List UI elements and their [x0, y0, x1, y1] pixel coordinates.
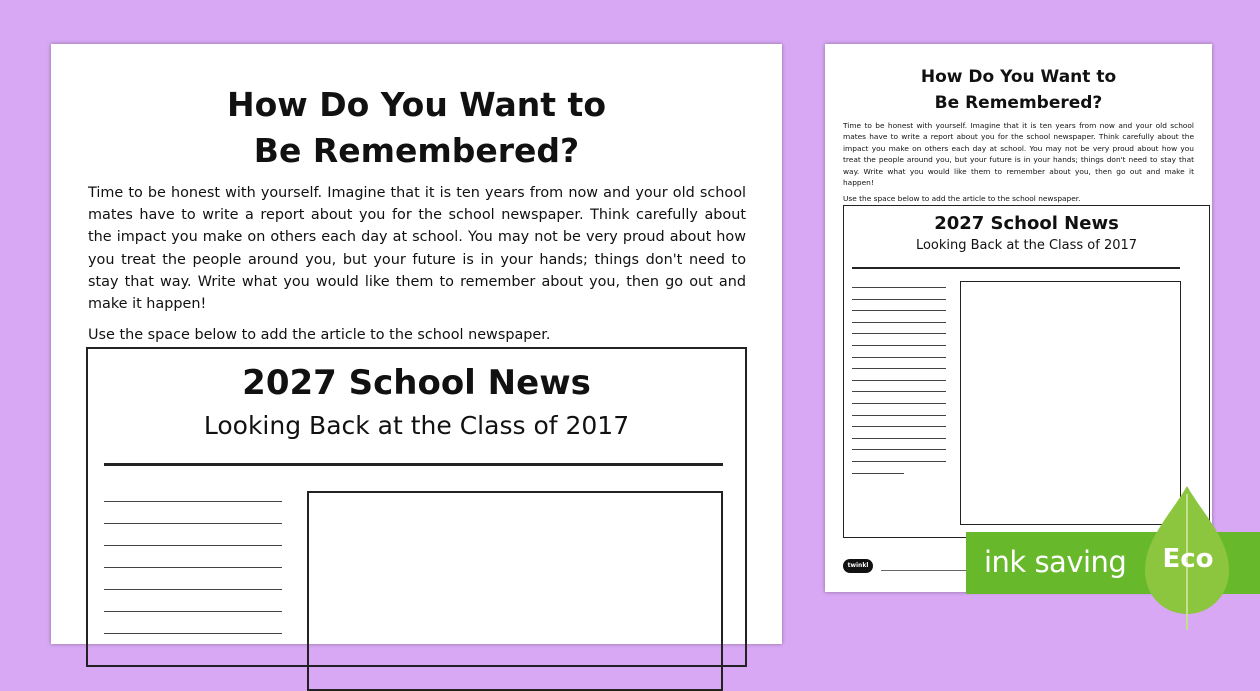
writing-line	[852, 287, 946, 288]
title-line-2: Be Remembered?	[253, 131, 580, 170]
writing-line	[852, 438, 946, 439]
title-line-2-small: Be Remembered?	[934, 93, 1103, 113]
writing-line	[852, 299, 946, 300]
writing-line	[104, 545, 282, 546]
eco-leaf-label: Eco	[1162, 544, 1214, 574]
worksheet-preview-large	[51, 44, 782, 644]
newspaper-box	[86, 347, 747, 667]
intro-paragraph-small: Time to be honest with yourself. Imagine that it is ten years from now and your old school mates have to write a report about you for the school newspaper. Think carefully about the impact you make on others each day at school. You may not be very proud about how you treat the people around you, but your future is in your hands; things don't need to stay that way. Write what you would like them to remember about you, then go out and make it happen!	[843, 121, 1194, 188]
news-subtitle: Looking Back at the Class of 2017	[203, 411, 630, 440]
writing-line	[852, 345, 946, 346]
title-line-1: How Do You Want to	[226, 85, 607, 124]
twinkl-logo: twinkl	[843, 559, 873, 573]
intro-paragraph: Time to be honest with yourself. Imagine that it is ten years from now and your old school mates have to write a report about you for the school newspaper. Think carefully about the impact you make on others each day at school. You may not be very proud about how you treat the people around you, but your future is in your hands; things don't need to stay that way. Write what you would like them to remember about you, then go out and make it happen!	[88, 185, 746, 313]
writing-line	[104, 589, 282, 590]
writing-line	[852, 380, 946, 381]
writing-line	[852, 310, 946, 311]
writing-line	[104, 501, 282, 502]
worksheet-title	[51, 82, 782, 174]
ink-saving-label: ink saving	[984, 545, 1127, 579]
title-line-1-small: How Do You Want to	[920, 67, 1117, 87]
writing-line	[852, 368, 946, 369]
writing-line	[852, 333, 946, 334]
writing-line	[104, 611, 282, 612]
picture-box	[307, 491, 723, 691]
writing-line	[852, 473, 904, 474]
instruction-text-small: Use the space below to add the article to the school newspaper.	[843, 194, 1081, 204]
headline-rule-small	[852, 267, 1180, 269]
writing-line	[852, 403, 946, 404]
writing-line	[104, 633, 282, 634]
writing-line	[852, 415, 946, 416]
instruction-text: Use the space below to add the article to the school newspaper.	[88, 327, 551, 344]
headline-rule	[104, 463, 723, 466]
news-subtitle-small: Looking Back at the Class of 2017	[915, 238, 1138, 253]
writing-line	[852, 461, 946, 462]
writing-line	[852, 322, 946, 323]
news-title: 2027 School News	[242, 363, 591, 403]
writing-line	[852, 357, 946, 358]
writing-line	[104, 567, 282, 568]
writing-line	[852, 426, 946, 427]
writing-line	[852, 391, 946, 392]
news-title-small: 2027 School News	[934, 213, 1119, 234]
worksheet-title-small	[825, 64, 1212, 116]
writing-line	[852, 449, 946, 450]
writing-line	[104, 523, 282, 524]
